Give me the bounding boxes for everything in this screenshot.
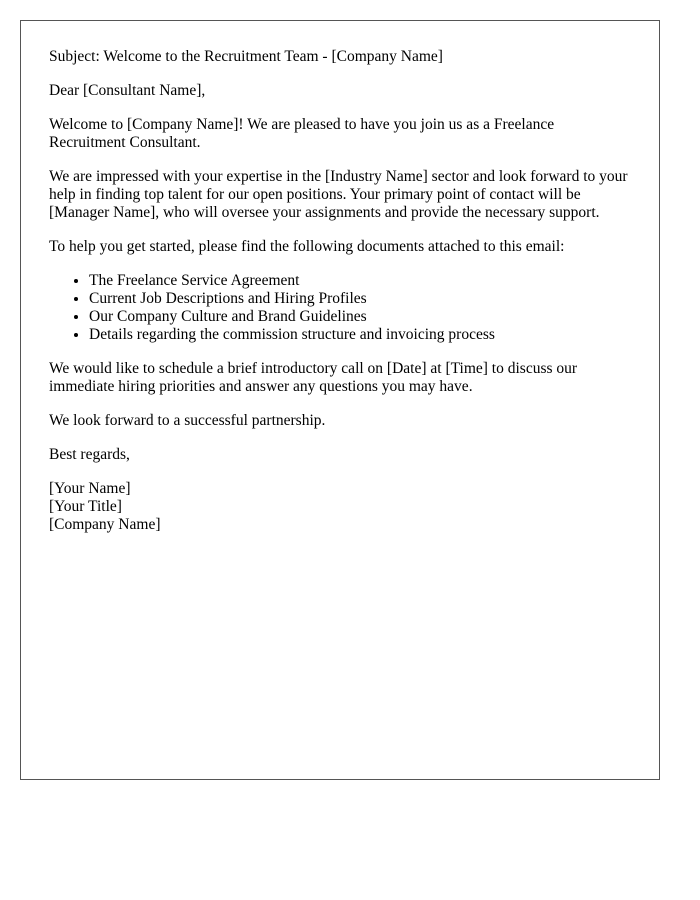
paragraph-attachments-intro: To help you get started, please find the following documents attached to this email: bbox=[49, 238, 565, 255]
signature-title: [Your Title] bbox=[49, 498, 122, 515]
sign-off: Best regards, bbox=[49, 446, 130, 463]
list-item: • Current Job Descriptions and Hiring Profiles bbox=[89, 290, 631, 308]
list-item: • The Freelance Service Agreement bbox=[89, 272, 631, 290]
paragraph-expertise: We are impressed with your expertise in the [Industry Name] sector and look forward to your help in finding top talent for our open positions. Your primary point of contact will be [Manager Name], who will oversee your assignments and provide the necessary support. bbox=[49, 168, 628, 221]
signature-block bbox=[49, 480, 631, 534]
signature-company: [Company Name] bbox=[49, 516, 161, 533]
letter-container bbox=[20, 20, 660, 780]
greeting: Dear [Consultant Name], bbox=[49, 82, 206, 99]
email-subject: Subject: Welcome to the Recruitment Team - [Company Name] bbox=[49, 48, 443, 65]
signature-name: [Your Name] bbox=[49, 480, 131, 497]
list-item: • Details regarding the commission structure and invoicing process bbox=[89, 326, 631, 344]
list-item: • Our Company Culture and Brand Guidelines bbox=[89, 308, 631, 326]
paragraph-welcome: Welcome to [Company Name]! We are pleased to have you join us as a Freelance Recruitment Consultant. bbox=[49, 116, 555, 151]
paragraph-partnership: We look forward to a successful partnership. bbox=[49, 412, 326, 429]
paragraph-call: We would like to schedule a brief introductory call on [Date] at [Time] to discuss our immediate hiring priorities and answer any questions you may have. bbox=[49, 360, 578, 395]
attachment-list bbox=[49, 272, 631, 344]
